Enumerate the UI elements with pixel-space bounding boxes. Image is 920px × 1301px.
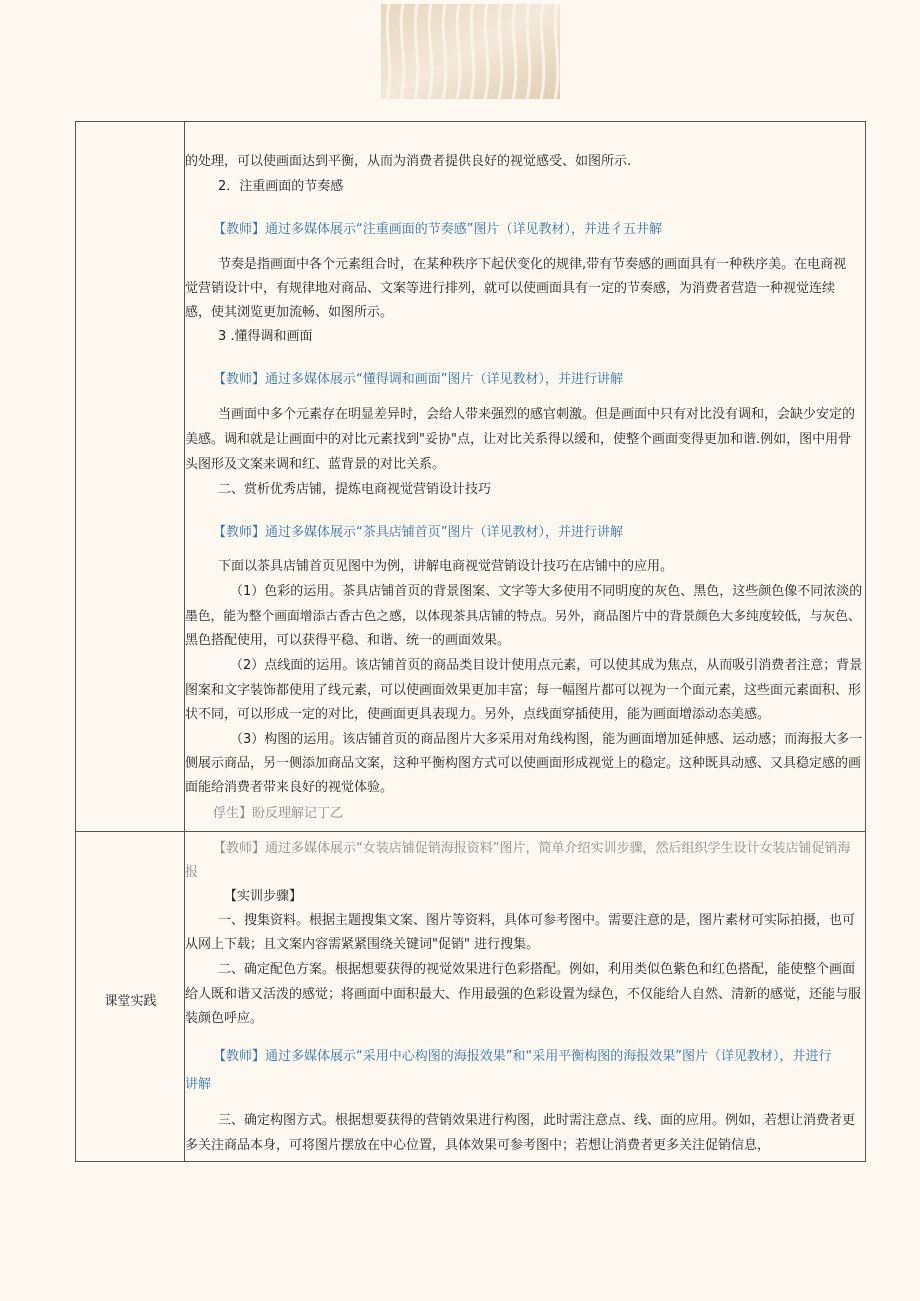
- text-line: 一、搜集资料。根据主题搜集文案、图片等资料，具体可参考图中。需要注意的是，图片素材可实际拍摄，也可: [218, 913, 856, 928]
- row-label-classroom-practice: 课堂实践: [104, 994, 157, 1009]
- student-note: 俘生】盼反理解记丁乙: [213, 806, 344, 821]
- text-line: 侧展示商品，另一侧添加商品文案，这种平衡构图方式可以使画面形成视觉上的稳定。这种既具动感、又具稳定感的画: [185, 756, 862, 771]
- text-line: 美感。调和就是让画面中的对比元素找到"妥协"点，让对比关系得以缓和，使整个画面变得更加和谐.例如，图中用骨: [185, 432, 852, 447]
- text-line: 觉营销设计中，有规律地对商品、文案等进行排列，就可以使画面具有一定的节奏感，为消费者营造一种视觉连续: [185, 281, 836, 296]
- section-heading: 2．注重画面的节奏感: [218, 179, 344, 194]
- text-line: 的处理，可以使画面达到平衡，从而为消费者提供良好的视觉感受、如图所示.: [185, 154, 632, 169]
- teacher-note: 报: [185, 865, 199, 880]
- section-heading: 【实训步骤】: [224, 889, 303, 904]
- text-line: 墨色，能为整个画面增添古香古色之感，以体现茶具店铺的特点。另外，商品图片中的背景颜色大多纯度较低，与灰色、: [185, 609, 861, 624]
- text-line: 状不同，可以形成一定的对比，使画面更具表现力。另外，点线面穿插使用，能为画面增添动态美感。: [185, 707, 771, 722]
- teacher-note: 【教师】通过多媒体展示“女装店铺促销海报资料”图片，简单介绍实训步骤，然后组织学生设计女装店铺促销海: [213, 841, 851, 856]
- teacher-note: 【教师】通过多媒体展示“懂得调和画面”图片（详见教材），并进行讲解: [213, 372, 623, 387]
- text-line: （1）色彩的运用。茶具店铺首页的背景图案、文字等大多使用不同明度的灰色、黑色，这些颜色像不同浓淡的: [230, 584, 863, 599]
- text-line: （2）点线面的运用。该店铺首页的商品类目设计使用点元素，可以使其成为焦点，从而吸引消费者注意；背景: [230, 658, 863, 673]
- text-line: 下面以茶具店铺首页见图中为例，讲解电商视觉营销设计技巧在店铺中的应用。: [218, 559, 674, 574]
- section-heading: 3 .懂得调和画面: [218, 329, 313, 344]
- text-line: 装颜色呼应。: [185, 1011, 264, 1026]
- text-line: 头图形及文案来调和红、蓝背景的对比关系。: [185, 457, 446, 472]
- text-line: 从网上下载；且文案内容需紧紧围绕关键词"促销" 进行搜集。: [185, 937, 540, 952]
- row-divider: [76, 831, 865, 832]
- text-line: 感，使其浏览更加流畅、如图所示。: [185, 305, 394, 320]
- text-line: 当画面中多个元素存在明显差异时，会给人带来强烈的感官刺激。但是画面中只有对比没有调和，会缺少安定的: [218, 407, 856, 422]
- text-line: 多关注商品本身，可将图片摆放在中心位置，具体效果可参考图中；若想让消费者更多关注促销信息，: [185, 1138, 771, 1153]
- text-line: 三、确定构图方式。根据想要获得的营销效果进行构图，此时需注意点、线、面的应用。例如，若想让消费者更: [218, 1113, 856, 1128]
- text-line: （3）构图的运用。该店铺首页的商品图片大多采用对角线构图，能为画面增加延伸感、运动感；而海报大多一: [230, 732, 863, 747]
- teacher-note: 讲解: [185, 1077, 212, 1092]
- text-line: 节奏是指画面中各个元素组合时，在某种秩序下起伏变化的规律,带有节奏感的画面具有一种秩序美。在电商视: [218, 257, 847, 272]
- teacher-note: 【教师】通过多媒体展示“茶具店铺首页”图片（详见教材），并进行讲解: [213, 525, 623, 540]
- text-line: 二、确定配色方案。根据想要获得的视觉效果进行色彩搭配。例如，利用类似色紫色和红色搭配，能使整个画面: [218, 962, 856, 977]
- text-line: 给人既和谐又活泼的感觉；将画面中面积最大、作用最强的色彩设置为绿色，不仅能给人自然、清新的感觉，还能与服: [185, 987, 862, 1002]
- teacher-note: 【教师】通过多媒体展示“采用中心构图的海报效果”和“采用平衡构图的海报效果”图片（详见教材），并进行: [213, 1049, 832, 1064]
- header-logo-image: [381, 4, 560, 99]
- text-line: 面能给消费者带来良好的视觉体验。: [185, 780, 394, 795]
- section-heading: 二、赏析优秀店铺，提炼电商视觉营销设计技巧: [218, 482, 492, 497]
- teacher-note: 【教师】通过多媒体展示“注重画面的节奏感”图片（详见教材），并进彳五井解: [213, 222, 662, 237]
- text-line: 图案和文字装饰都使用了线元素，可以使画面效果更加丰富；每一幅图片都可以视为一个面元素，这些面元素面积、形: [185, 683, 862, 698]
- text-line: 黑色搭配使用，可以获得平稳、和谐、统一的画面效果。: [185, 633, 511, 648]
